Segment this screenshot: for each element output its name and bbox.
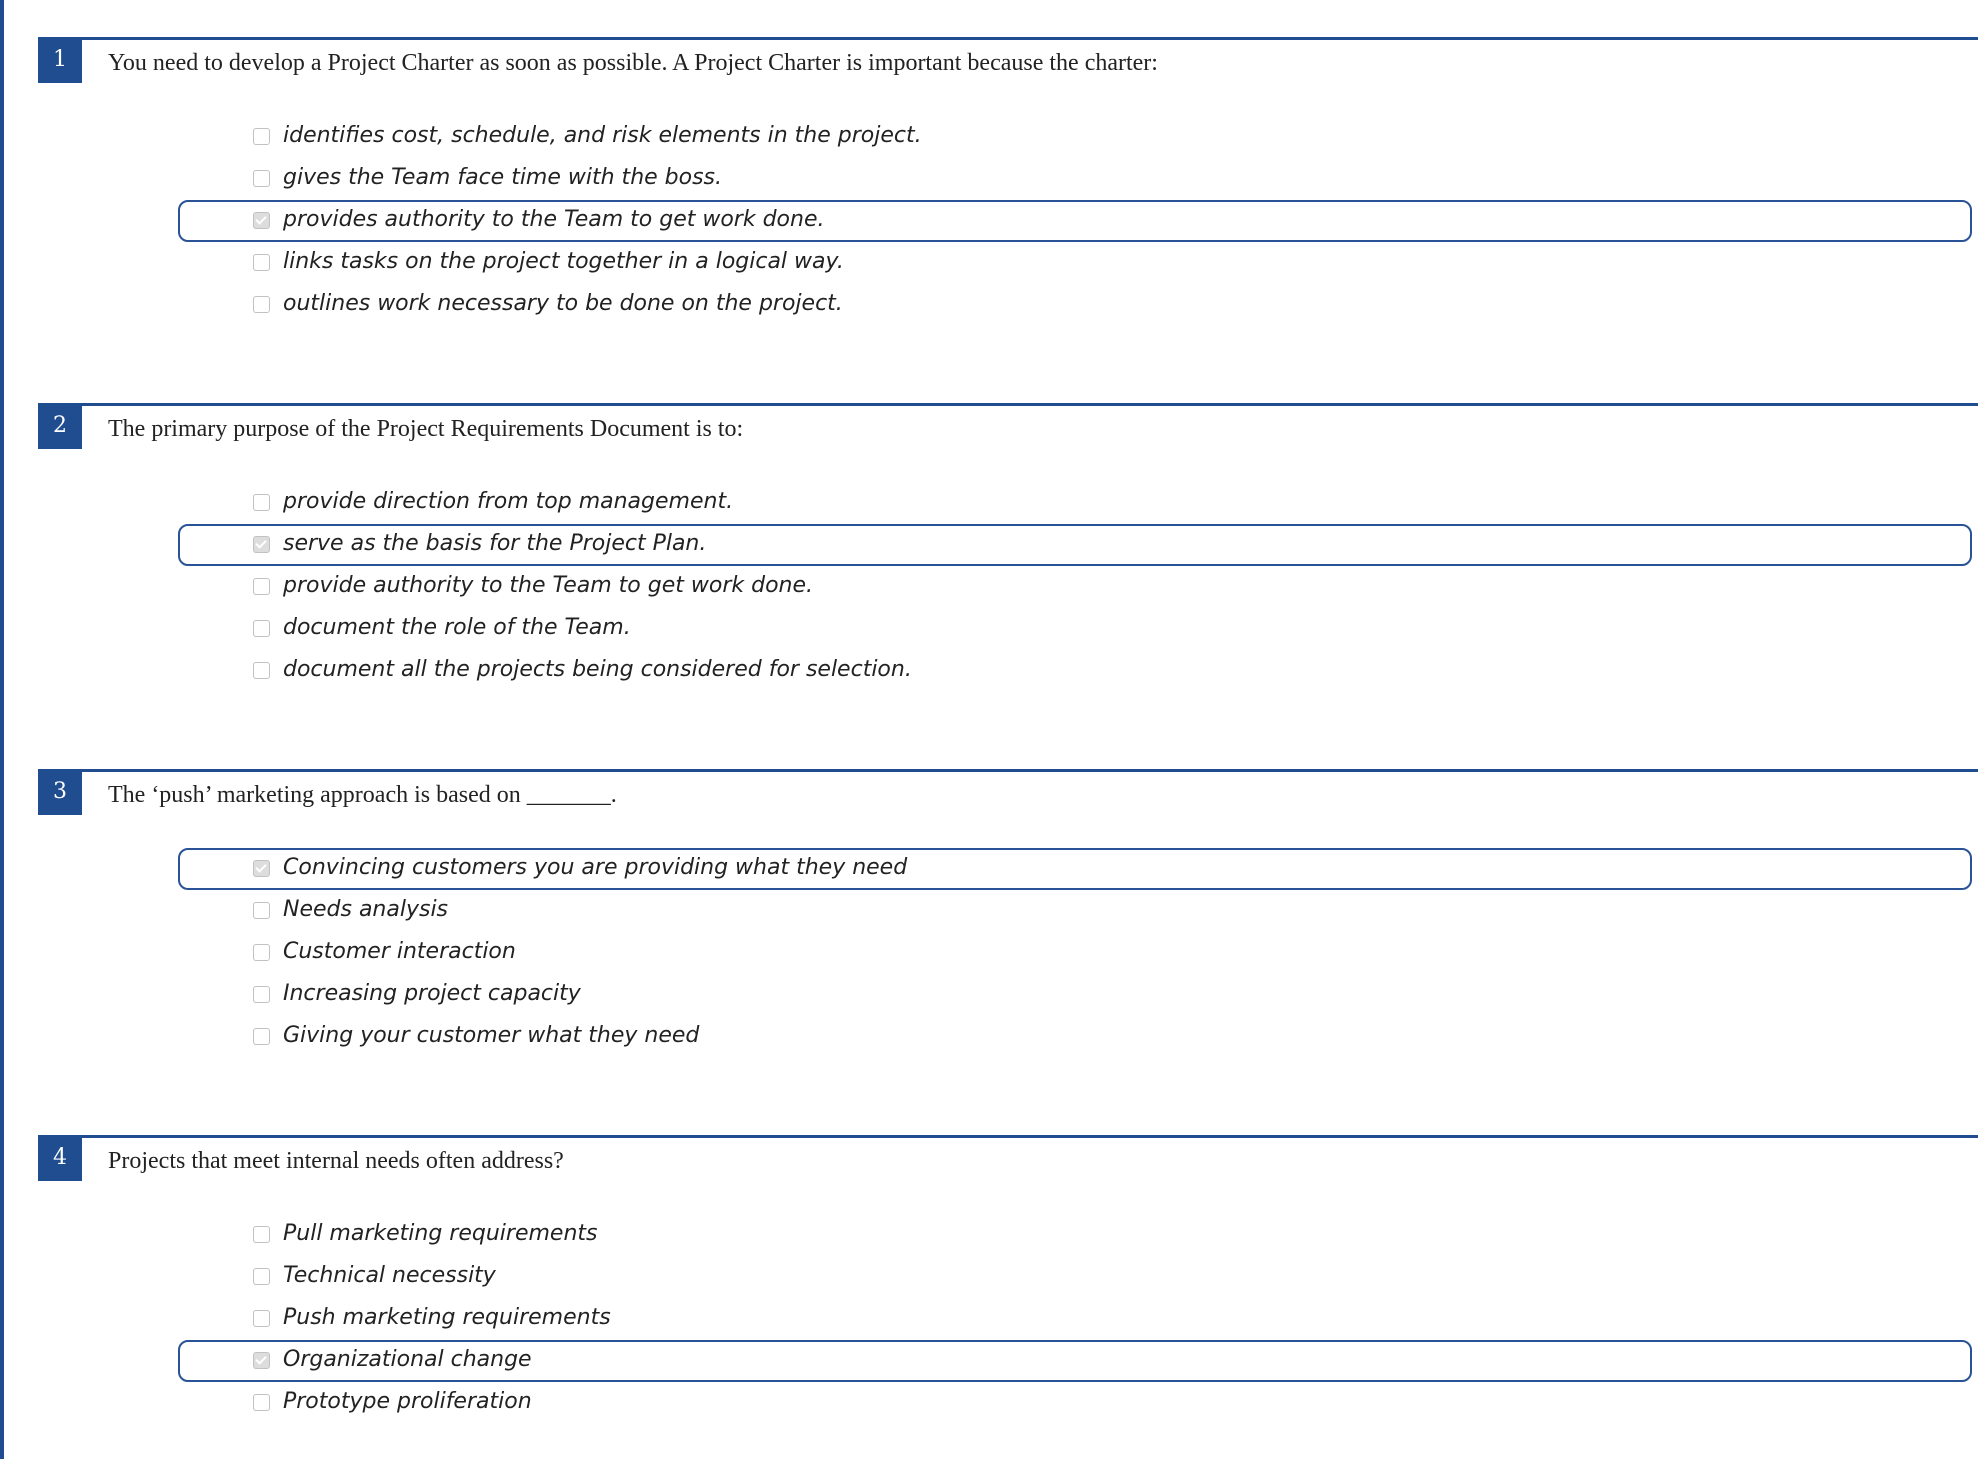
answer-option[interactable] [178, 1016, 1972, 1058]
answer-option-label: Prototype proliferation [283, 1389, 532, 1414]
answer-option[interactable] [178, 932, 1972, 974]
question-divider [80, 37, 1978, 40]
answer-option[interactable] [178, 890, 1972, 932]
checkbox[interactable] [253, 1028, 270, 1045]
question-divider [80, 769, 1978, 772]
answer-option-label: Technical necessity [283, 1263, 496, 1288]
answer-option[interactable] [178, 1256, 1972, 1298]
checkbox[interactable] [253, 1226, 270, 1243]
answer-option[interactable] [178, 200, 1972, 242]
answer-option-label: Increasing project capacity [283, 981, 581, 1006]
answer-options [178, 482, 1972, 692]
answer-option-label: Pull marketing requirements [283, 1221, 598, 1246]
checkbox[interactable] [253, 902, 270, 919]
question-text: Projects that meet internal needs often address? [108, 1148, 564, 1174]
answer-option-label: Organizational change [283, 1347, 532, 1372]
question-divider [80, 1135, 1978, 1138]
answer-option-label: provide direction from top management. [283, 489, 734, 514]
answer-option[interactable] [178, 524, 1972, 566]
question-block [38, 37, 1978, 357]
answer-option-label: Customer interaction [283, 939, 516, 964]
answer-option-label: Convincing customers you are providing what they need [283, 855, 908, 880]
checkbox[interactable] [253, 1268, 270, 1285]
answer-option-label: outlines work necessary to be done on the project. [283, 291, 843, 316]
answer-option-label: gives the Team face time with the boss. [283, 165, 723, 190]
answer-option-label: Giving your customer what they need [283, 1023, 700, 1048]
answer-option[interactable] [178, 284, 1972, 326]
checkbox[interactable] [253, 296, 270, 313]
question-block [38, 769, 1978, 1089]
checkbox[interactable] [253, 986, 270, 1003]
checkbox[interactable] [253, 1310, 270, 1327]
checkbox[interactable] [253, 620, 270, 637]
answer-option[interactable] [178, 158, 1972, 200]
answer-option[interactable] [178, 1382, 1972, 1424]
checkbox[interactable] [253, 170, 270, 187]
answer-option-label: document the role of the Team. [283, 615, 631, 640]
answer-option-label: Needs analysis [283, 897, 449, 922]
answer-option-label: identifies cost, schedule, and risk elements in the project. [283, 123, 922, 148]
question-text: You need to develop a Project Charter as soon as possible. A Project Charter is important because the charter: [108, 50, 1158, 76]
question-number-badge: 2 [38, 403, 82, 449]
answer-option[interactable] [178, 650, 1972, 692]
answer-option[interactable] [178, 1340, 1972, 1382]
question-text: The ‘push’ marketing approach is based on _______. [108, 782, 617, 808]
answer-option[interactable] [178, 974, 1972, 1016]
answer-options [178, 1214, 1972, 1424]
checkbox-checked[interactable] [253, 212, 270, 229]
checkbox[interactable] [253, 128, 270, 145]
checkbox-checked[interactable] [253, 536, 270, 553]
checkbox[interactable] [253, 254, 270, 271]
answer-option[interactable] [178, 608, 1972, 650]
checkbox[interactable] [253, 494, 270, 511]
checkbox[interactable] [253, 578, 270, 595]
answer-option-label: links tasks on the project together in a logical way. [283, 249, 844, 274]
answer-option-label: provide authority to the Team to get work done. [283, 573, 814, 598]
answer-option[interactable] [178, 1214, 1972, 1256]
question-number-badge: 1 [38, 37, 82, 83]
answer-option[interactable] [178, 1298, 1972, 1340]
checkbox[interactable] [253, 662, 270, 679]
question-block [38, 1135, 1978, 1455]
checkbox[interactable] [253, 1394, 270, 1411]
question-divider [80, 403, 1978, 406]
answer-option[interactable] [178, 566, 1972, 608]
question-number-badge: 3 [38, 769, 82, 815]
answer-option[interactable] [178, 482, 1972, 524]
left-border [0, 0, 4, 1459]
question-block [38, 403, 1978, 723]
answer-option-label: Push marketing requirements [283, 1305, 611, 1330]
answer-option[interactable] [178, 848, 1972, 890]
answer-option[interactable] [178, 242, 1972, 284]
checkbox[interactable] [253, 944, 270, 961]
answer-option[interactable] [178, 116, 1972, 158]
checkbox-checked[interactable] [253, 1352, 270, 1369]
checkbox-checked[interactable] [253, 860, 270, 877]
question-number-badge: 4 [38, 1135, 82, 1181]
question-text: The primary purpose of the Project Requirements Document is to: [108, 416, 744, 442]
answer-option-label: serve as the basis for the Project Plan. [283, 531, 707, 556]
answer-option-label: document all the projects being considered for selection. [283, 657, 912, 682]
answer-option-label: provides authority to the Team to get work done. [283, 207, 825, 232]
answer-options [178, 116, 1972, 326]
answer-options [178, 848, 1972, 1058]
